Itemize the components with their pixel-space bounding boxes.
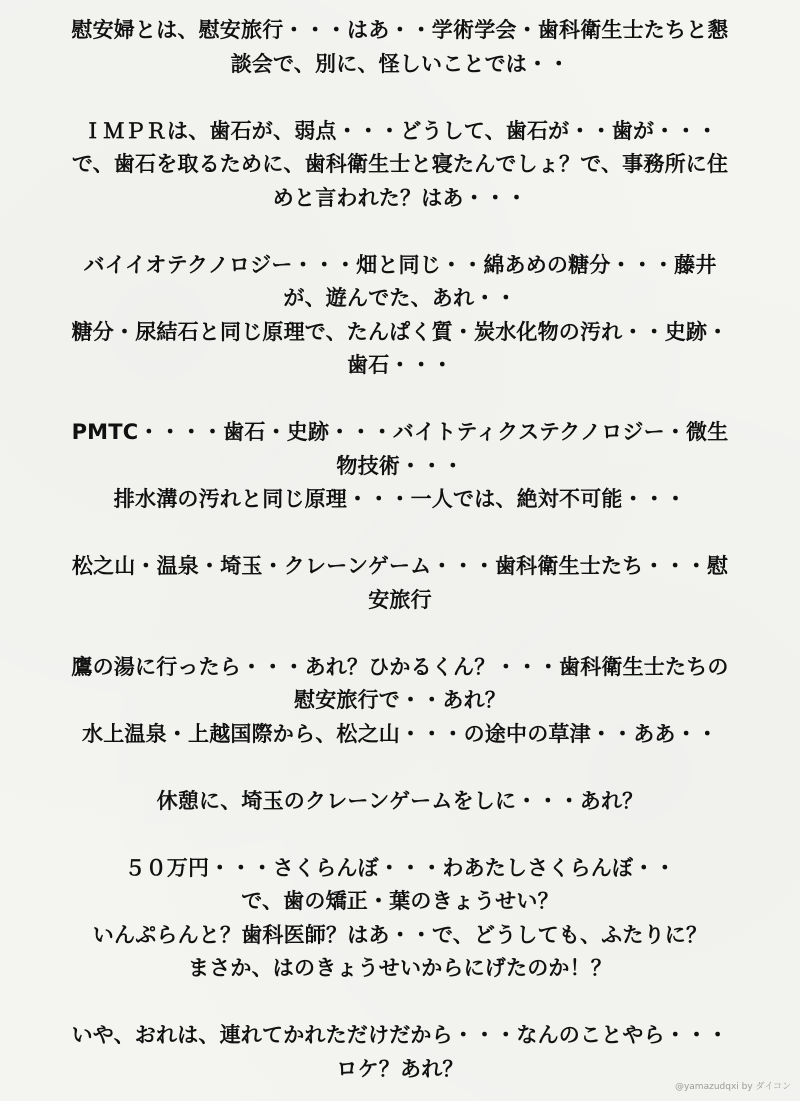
text-line: ５０万円・・・さくらんぼ・・・わあたしさくらんぼ・・ bbox=[124, 855, 676, 880]
text-line: 水上温泉・上越国際から、松之山・・・の途中の草津・・ああ・・ bbox=[82, 721, 718, 746]
text-line: 休憩に、埼玉のクレーンゲームをしに・・・あれ？ bbox=[156, 788, 644, 813]
text-line: が、遊んでた、あれ・・ bbox=[283, 286, 517, 310]
text-line: バイイオテクノロジー・・・畑と同じ・・綿あめの糖分・・・藤井 bbox=[83, 252, 717, 277]
text-line: ＩＭＰＲは、歯石が、弱点・・・どうして、歯石が・・歯が・・・ bbox=[82, 118, 718, 143]
text-line: めと言われた？はあ・・・ bbox=[272, 185, 528, 210]
paragraph-gap bbox=[16, 383, 784, 417]
paragraph-gap bbox=[16, 986, 784, 1020]
text-line: PMTC・・・・歯石・史跡・・・バイトティクステクノロジー・微生 bbox=[71, 420, 729, 444]
text-line: 談会で、別に、怪しいことでは・・ bbox=[230, 51, 570, 76]
text-line: ロケ？あれ？ bbox=[336, 1056, 464, 1081]
text-line: 慰安旅行で・・あれ？ bbox=[294, 688, 506, 712]
paragraph-gap bbox=[16, 517, 784, 551]
text-line: で、歯石を取るために、歯科衛生士と寝たんでしょ？で、事務所に住 bbox=[71, 152, 729, 176]
text-line: 糖分・尿結石と同じ原理で、たんぱく質・炭水化物の汚れ・・史跡・ bbox=[71, 319, 729, 344]
paragraph-gap bbox=[16, 751, 784, 785]
text-line: で、歯の矯正・葉のきょうせい？ bbox=[241, 889, 559, 913]
paragraph-gap bbox=[16, 215, 784, 249]
text-line: 慰安婦とは、慰安旅行・・・はあ・・学術学会・歯科衛生士たちと懇 bbox=[71, 18, 729, 42]
text-line: 歯石・・・ bbox=[347, 353, 453, 377]
paragraph-gap bbox=[16, 818, 784, 852]
text-line: 鷹の湯に行ったら・・・あれ？ひかるくん？・・・歯科衛生士たちの bbox=[71, 654, 729, 679]
text-line: 松之山・温泉・埼玉・クレーンゲーム・・・歯科衛生士たち・・・慰 bbox=[71, 554, 729, 578]
paragraph-gap bbox=[16, 617, 784, 651]
paragraph-gap bbox=[16, 81, 784, 115]
text-line: いや、おれは、連れてかれただけだから・・・なんのことやら・・・ bbox=[71, 1023, 729, 1047]
credit-watermark: @yamazudqxi by ダイコン bbox=[674, 1082, 791, 1092]
text-line: いんぷらんと？歯科医師？はあ・・で、どうしても、ふたりに？ bbox=[92, 922, 708, 947]
text-line: 物技術・・・ bbox=[336, 453, 464, 478]
text-line: 安旅行 bbox=[368, 587, 432, 612]
document-text bbox=[16, 14, 784, 1086]
text-line: 排水溝の汚れと同じ原理・・・一人では、絶対不可能・・・ bbox=[113, 487, 687, 511]
text-line: まさか、はのきょうせいからにげたのか！？ bbox=[188, 956, 612, 980]
